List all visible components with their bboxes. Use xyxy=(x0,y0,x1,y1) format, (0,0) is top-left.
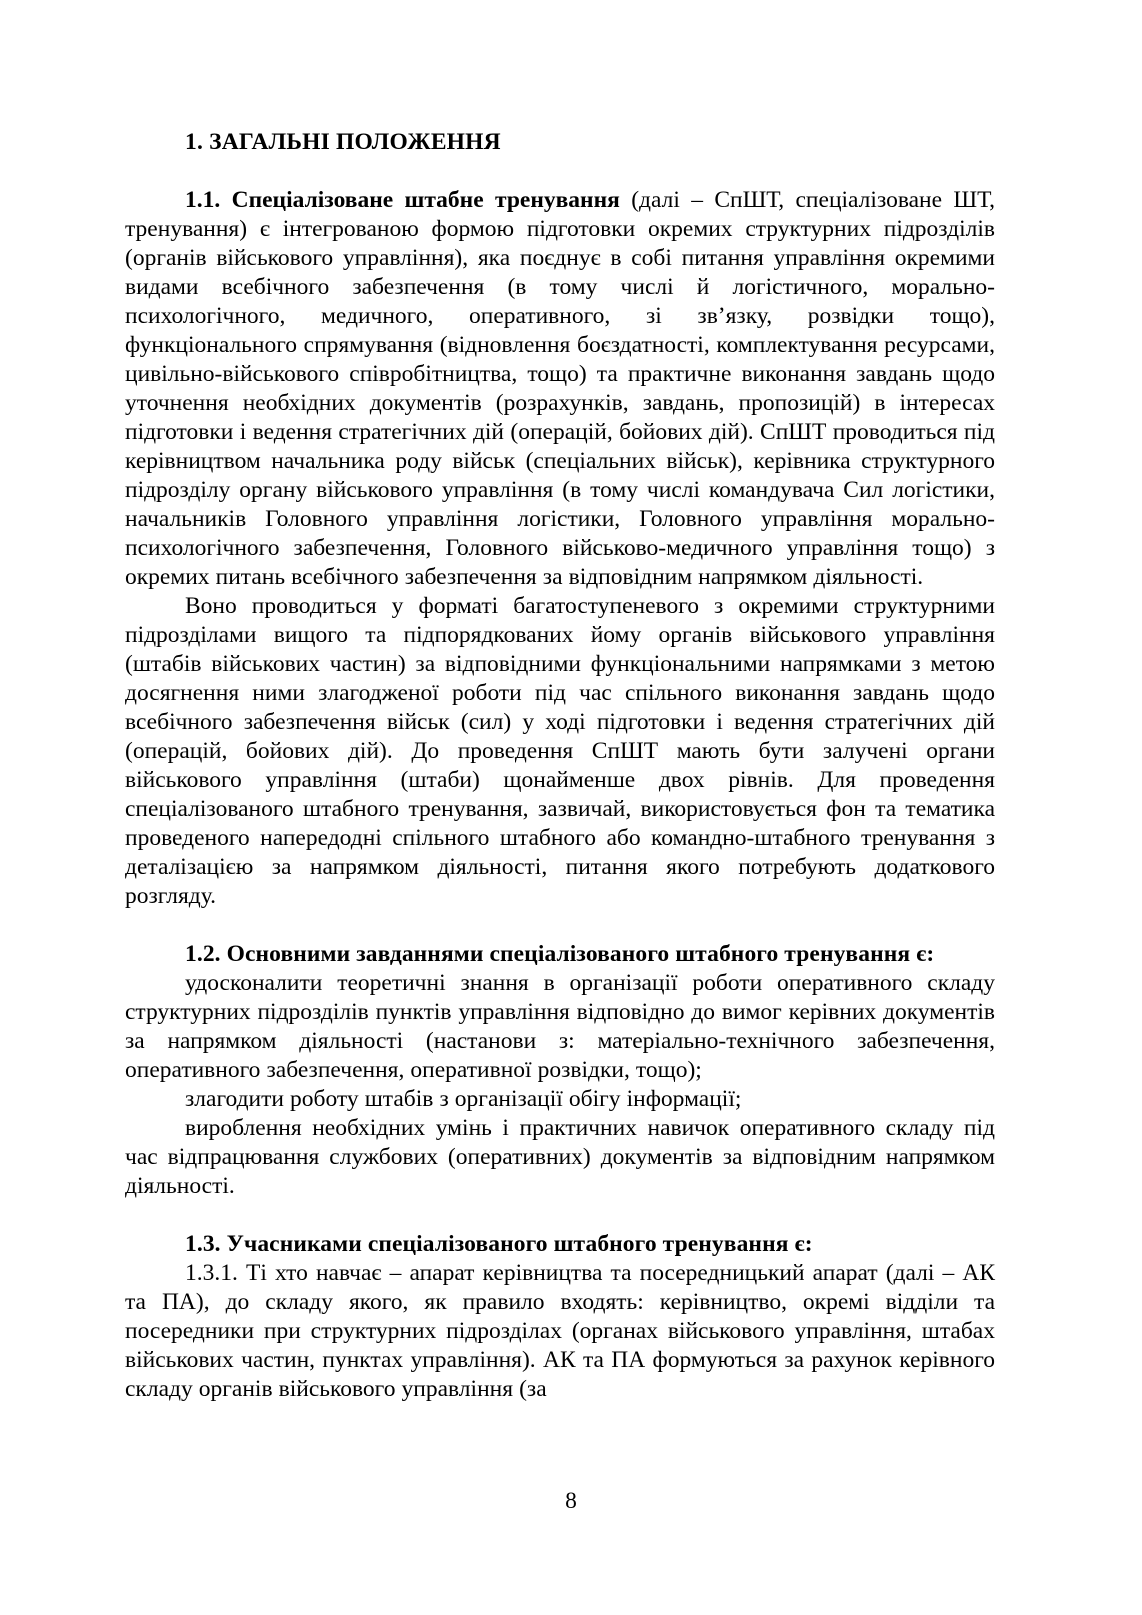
page-title: 1. ЗАГАЛЬНІ ПОЛОЖЕННЯ xyxy=(185,129,501,155)
section-1-3-paragraph: 1.3.1. Ті хто навчає – апарат керівництва та посередницький апарат (далі – АК та ПА), до складу якого, як правило входять: керівництво, окремі відділи та посередники при структурних підрозділах (органах військового управління, штабах військових частин, пунктах управління). АК та ПА формуються за рахунок керівного складу органів військового управління (за xyxy=(125,1260,995,1402)
section-1-2-item-3: вироблення необхідних умінь і практичних навичок оперативного складу під час відпрацювання службових (оперативних) документів за відповідним напрямком діяльності. xyxy=(125,1115,995,1199)
paragraph-1-1 xyxy=(125,186,995,592)
section-1-2-item-1: удосконалити теоретичні знання в організації роботи оперативного складу структурних підрозділів пунктів управління відповідно до вимог керівних документів за напрямком діяльності (настанови з: матеріально-технічного забезпечення, оперативного забезпечення, оперативної розвідки, тощо); xyxy=(125,970,995,1083)
paragraph-1-1-second: Воно проводиться у форматі багатоступеневого з окремими структурними підрозділами вищого та підпорядкованих йому органів військового управління (штабів військових частин) за відповідними функціональними напрямками з метою досягнення ними злагодженої роботи під час спільного виконання завдань щодо всебічного забезпечення військ (сил) у ході підготовки і ведення стратегічних дій (операцій, бойових дій). До проведення СпШТ мають бути залучені органи військового управління (штаби) щонайменше двох рівнів. Для проведення спеціалізованого штабного тренування, зазвичай, використовується фон та тематика проведеного напередодні спільного штабного або командно-штабного тренування з деталізацією за напрямком діяльності, питання якого потребують додаткового розгляду. xyxy=(125,593,995,909)
spacer-before-1-3 xyxy=(125,1201,995,1230)
section-1-1-lead-label: 1.1. Спеціалізоване штабне тренування xyxy=(185,187,620,213)
page-number: 8 xyxy=(565,1488,577,1514)
section-1-1-lead-text: (далі – СпШТ, спеціалізоване ШТ, тренування) є інтегрованою формою підготовки окремих структурних підрозділів (органів військового управління), яка поєднує в собі питання управління окремими видами всебічного забезпечення (в тому числі й логістичного, морально-психологічного, медичного, оперативного, зі зв’язку, розвідки тощо), функціонального спрямування (відновлення боєздатності, комплектування ресурсами, цивільно-військового співробітництва, тощо) та практичне виконання завдань щодо уточнення необхідних документів (розрахунків, завдань, пропозицій) в інтересах підготовки і ведення стратегічних дій (операцій, бойових дій). СпШТ проводиться під керівництвом начальника роду військ (спеціальних військ), керівника структурного підрозділу органу військового управління (в тому числі командувача Сил логістики, начальників Головного управління логістики, Головного управління морально-психологічного забезпечення, Головного військово-медичного управління тощо) з окремих питань всебічного забезпечення за відповідним напрямком діяльності. xyxy=(125,187,995,590)
section-heading-1-2: 1.2. Основними завданнями спеціалізованого штабного тренування є: xyxy=(185,941,935,967)
page-content xyxy=(125,128,995,1404)
spacer-before-1-2 xyxy=(125,911,995,940)
section-heading-1-3: 1.3. Учасниками спеціалізованого штабного тренування є: xyxy=(185,1231,813,1257)
section-1-2-item-2: злагодити роботу штабів з організації обігу інформації; xyxy=(185,1086,742,1112)
